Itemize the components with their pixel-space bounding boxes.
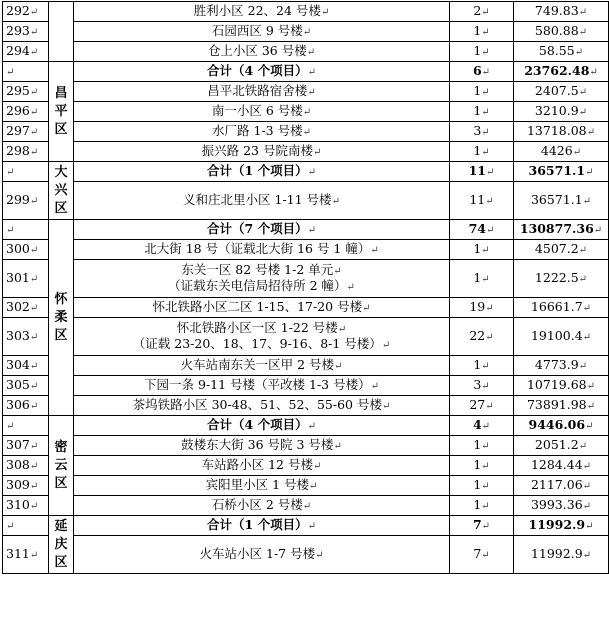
building-count: 19↵	[450, 298, 514, 318]
table-row	[3, 318, 609, 356]
building-count: 1↵	[450, 436, 514, 456]
building-count: 1↵	[450, 42, 514, 62]
row-number: 304↵	[3, 356, 49, 376]
table-row	[3, 22, 609, 42]
row-number: 300↵	[3, 240, 49, 260]
table-row	[3, 476, 609, 496]
row-number: 293↵	[3, 22, 49, 42]
table-row	[3, 376, 609, 396]
project-name: 石园西区 9 号楼↵	[74, 22, 450, 42]
area-value: 19100.4↵	[514, 318, 609, 356]
area-value: 130877.36↵	[514, 220, 609, 240]
building-count: 11↵	[450, 182, 514, 220]
row-number: 305↵	[3, 376, 49, 396]
project-name: 茶坞铁路小区 30-48、51、52、55-60 号楼↵	[74, 396, 450, 416]
building-count: 2↵	[450, 2, 514, 22]
area-value: 1222.5↵	[514, 260, 609, 298]
table-row	[3, 298, 609, 318]
row-number: 295↵	[3, 82, 49, 102]
project-name: 鼓楼东大街 36 号院 3 号楼↵	[74, 436, 450, 456]
project-name: 怀北铁路小区二区 1-15、17-20 号楼↵	[74, 298, 450, 318]
project-table	[2, 1, 609, 574]
row-number: 303↵	[3, 318, 49, 356]
building-count: 3↵	[450, 122, 514, 142]
row-number: 297↵	[3, 122, 49, 142]
district-cell: 昌平区	[49, 62, 74, 162]
row-number: ↵	[3, 416, 49, 436]
row-number: 296↵	[3, 102, 49, 122]
row-number: 301↵	[3, 260, 49, 298]
project-name: 石桥小区 2 号楼↵	[74, 496, 450, 516]
area-value: 4426↵	[514, 142, 609, 162]
table-row	[3, 82, 609, 102]
building-count: 7↵	[450, 536, 514, 574]
total-label: 合计（1 个项目）↵	[74, 516, 450, 536]
project-name: 火车站小区 1-7 号楼↵	[74, 536, 450, 574]
area-value: 2407.5↵	[514, 82, 609, 102]
total-label: 合计（4 个项目）↵	[74, 62, 450, 82]
area-value: 580.88↵	[514, 22, 609, 42]
row-number: 298↵	[3, 142, 49, 162]
building-count: 1↵	[450, 82, 514, 102]
table-row	[3, 536, 609, 574]
project-name: 怀北铁路小区一区 1-22 号楼↵ （证载 23-20、18、17、9-16、8-1 号楼）↵	[74, 318, 450, 356]
district-cell: 大兴区	[49, 162, 74, 220]
area-value: 11992.9↵	[514, 536, 609, 574]
row-number: 311↵	[3, 536, 49, 574]
district-total-row	[3, 416, 609, 436]
area-value: 36571.1↵	[514, 162, 609, 182]
table-row	[3, 182, 609, 220]
building-count: 1↵	[450, 102, 514, 122]
building-count: 1↵	[450, 240, 514, 260]
building-count: 6↵	[450, 62, 514, 82]
project-name: 东关一区 82 号楼 1-2 单元↵ （证载东关电信局招待所 2 幢）↵	[74, 260, 450, 298]
table-row	[3, 436, 609, 456]
table-row	[3, 42, 609, 62]
project-name: 下园一条 9-11 号楼（平改楼 1-3 号楼）↵	[74, 376, 450, 396]
area-value: 16661.7↵	[514, 298, 609, 318]
row-number: ↵	[3, 516, 49, 536]
area-value: 2117.06↵	[514, 476, 609, 496]
row-number: 307↵	[3, 436, 49, 456]
area-value: 13718.08↵	[514, 122, 609, 142]
building-count: 74↵	[450, 220, 514, 240]
row-number: 294↵	[3, 42, 49, 62]
building-count: 1↵	[450, 22, 514, 42]
project-name: 仓上小区 36 号楼↵	[74, 42, 450, 62]
total-label: 合计（4 个项目）↵	[74, 416, 450, 436]
table-row	[3, 102, 609, 122]
area-value: 3210.9↵	[514, 102, 609, 122]
table-row	[3, 122, 609, 142]
project-name: 火车站南东关一区甲 2 号楼↵	[74, 356, 450, 376]
project-name: 南一小区 6 号楼↵	[74, 102, 450, 122]
row-number: 292↵	[3, 2, 49, 22]
building-count: 11↵	[450, 162, 514, 182]
table-row	[3, 396, 609, 416]
project-name: 水厂路 1-3 号楼↵	[74, 122, 450, 142]
row-number: ↵	[3, 162, 49, 182]
area-value: 73891.98↵	[514, 396, 609, 416]
row-number: 309↵	[3, 476, 49, 496]
total-label: 合计（7 个项目）↵	[74, 220, 450, 240]
building-count: 1↵	[450, 476, 514, 496]
building-count: 3↵	[450, 376, 514, 396]
building-count: 1↵	[450, 356, 514, 376]
area-value: 1284.44↵	[514, 456, 609, 476]
area-value: 4507.2↵	[514, 240, 609, 260]
building-count: 4↵	[450, 416, 514, 436]
table-row	[3, 260, 609, 298]
total-label: 合计（1 个项目）↵	[74, 162, 450, 182]
table-row	[3, 456, 609, 476]
project-name: 振兴路 23 号院南楼↵	[74, 142, 450, 162]
project-name: 胜利小区 22、24 号楼↵	[74, 2, 450, 22]
building-count: 27↵	[450, 396, 514, 416]
area-value: 10719.68↵	[514, 376, 609, 396]
building-count: 22↵	[450, 318, 514, 356]
row-number: 306↵	[3, 396, 49, 416]
project-name: 宾阳里小区 1 号楼↵	[74, 476, 450, 496]
row-number: ↵	[3, 220, 49, 240]
table-row	[3, 142, 609, 162]
table-row	[3, 2, 609, 22]
row-number: 310↵	[3, 496, 49, 516]
area-value: 36571.1↵	[514, 182, 609, 220]
table-row	[3, 356, 609, 376]
area-value: 3993.36↵	[514, 496, 609, 516]
area-value: 2051.2↵	[514, 436, 609, 456]
row-number: 299↵	[3, 182, 49, 220]
building-count: 1↵	[450, 496, 514, 516]
project-name: 车站路小区 12 号楼↵	[74, 456, 450, 476]
row-number: 302↵	[3, 298, 49, 318]
building-count: 1↵	[450, 260, 514, 298]
area-value: 749.83↵	[514, 2, 609, 22]
row-number: ↵	[3, 62, 49, 82]
area-value: 4773.9↵	[514, 356, 609, 376]
district-total-row	[3, 62, 609, 82]
table-row	[3, 240, 609, 260]
project-name: 义和庄北里小区 1-11 号楼↵	[74, 182, 450, 220]
project-name: 昌平北铁路宿舍楼↵	[74, 82, 450, 102]
district-total-row	[3, 516, 609, 536]
building-count: 1↵	[450, 142, 514, 162]
district-cell: 密云区	[49, 416, 74, 516]
area-value: 58.55↵	[514, 42, 609, 62]
district-cell: 延庆区	[49, 516, 74, 574]
district-cell: 怀柔区	[49, 220, 74, 416]
table-row	[3, 496, 609, 516]
district-cell-continued	[49, 2, 74, 62]
area-value: 23762.48↵	[514, 62, 609, 82]
district-total-row	[3, 220, 609, 240]
table-body	[3, 2, 609, 574]
project-name: 北大街 18 号（证载北大街 16 号 1 幢）↵	[74, 240, 450, 260]
building-count: 7↵	[450, 516, 514, 536]
area-value: 11992.9↵	[514, 516, 609, 536]
district-total-row	[3, 162, 609, 182]
building-count: 1↵	[450, 456, 514, 476]
row-number: 308↵	[3, 456, 49, 476]
area-value: 9446.06↵	[514, 416, 609, 436]
